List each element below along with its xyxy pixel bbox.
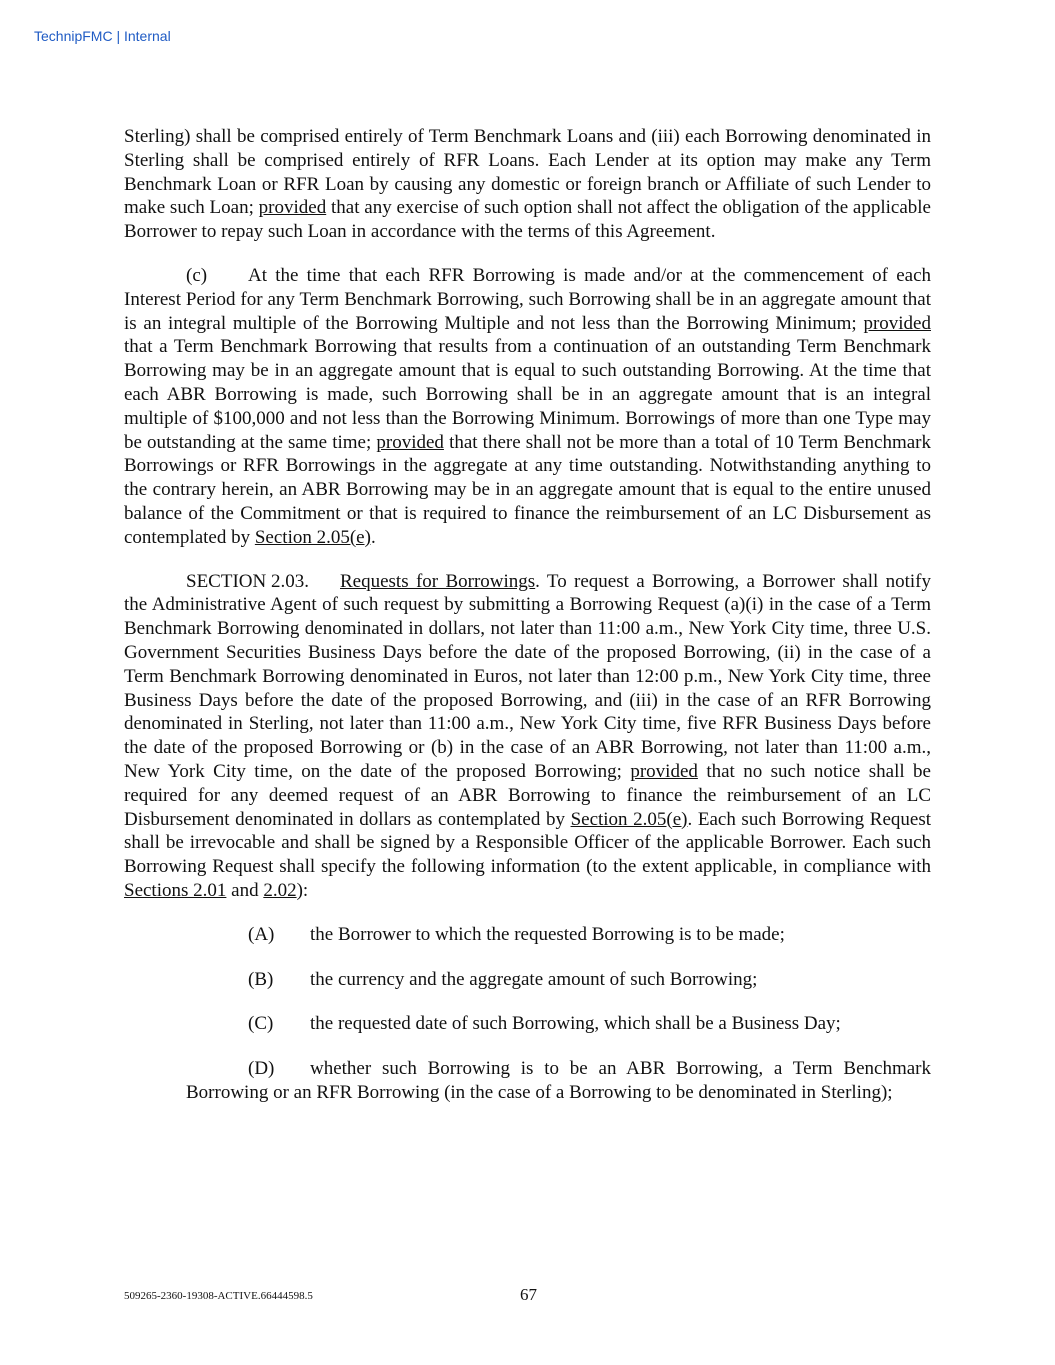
list-item-label: (B) xyxy=(248,968,274,990)
list-item-c xyxy=(248,1012,931,1036)
paragraph-c xyxy=(124,264,931,550)
list-item-text: the currency and the aggregate amount of such Borrowing; xyxy=(310,968,758,990)
list-item-text: the requested date of such Borrowing, which shall be a Business Day; xyxy=(310,1013,841,1035)
provided-term: provided xyxy=(630,760,698,782)
text: that any exercise of such option shall not affect the obligation of the applicable Borrower to repay such Loan in accordance with the terms of this Agreement. xyxy=(124,197,931,243)
text: . xyxy=(370,526,376,548)
list-item-label: (A) xyxy=(248,923,275,945)
text: At the time that each RFR Borrowing is made and/or at the commencement of each Interest Period for any Term Benchmark Borrowing, such Borrowing shall be in an aggregate amount that is an integral multiple of the Borrowing Multiple and not less than the Borrowing Minimum; xyxy=(124,264,931,334)
classification-label: TechnipFMC | Internal xyxy=(34,28,171,44)
paragraph-continuation xyxy=(124,125,931,244)
section-reference: Section 2.05(e) xyxy=(254,526,371,548)
text: that a Term Benchmark Borrowing that results from a continuation of an outstanding Term Benchmark Borrowing may be in an aggregate amount that is equal to such outstanding Borrowing. At the time that each ABR Borrowing is made, such Borrowing shall be in an aggregate amount that is an integral multiple of $100,000 and not less than the Borrowing Minimum. Borrowings of more than one Type may be outstanding at the same time; xyxy=(124,336,931,453)
text: . To request a Borrowing, a Borrower shall notify the Administrative Agent of such request by submitting a Borrowing Request (a)(i) in the case of a Term Benchmark Borrowing denominated in dollars, not later than 11:00 a.m., New York City time, three U.S. Government Securities Business Days before the date of the proposed Borrowing, (ii) in the case of a Term Benchmark Borrowing denominated in Euros, not later than 12:00 p.m., New York City time, three Business Days before the date of the proposed Borrowing, and (iii) in the case of an RFR Borrowing denominated in Sterling, not later than 11:00 a.m., New York City time, five RFR Business Days before the date of the proposed Borrowing or (b) in the case of an ABR Borrowing, not later than 11:00 a.m., New York City time, on the date of the proposed Borrowing; xyxy=(124,570,931,782)
text: ): xyxy=(296,879,309,901)
section-reference: 2.02 xyxy=(263,879,297,901)
paragraph-label: (c) xyxy=(186,264,208,286)
text: that no such notice shall be required for any deemed request of an ABR Borrowing to finance the reimbursement of an LC Disbursement denominated in dollars as contemplated by xyxy=(124,760,931,830)
list-item-label: (D) xyxy=(248,1058,275,1080)
section-number: SECTION 2.03. xyxy=(186,570,309,592)
document-body xyxy=(124,125,931,1125)
list-item-text: whether such Borrowing is to be an ABR Borrowing, a Term Benchmark Borrowing or an RFR Borrowing (in the case of a Borrowing to be denominated in Sterling); xyxy=(186,1058,931,1103)
text: and xyxy=(226,879,264,901)
list-item-b xyxy=(248,968,931,992)
document-id: 509265-2360-19308-ACTIVE.66444598.5 xyxy=(124,1290,313,1302)
provided-term: provided xyxy=(376,431,444,453)
provided-term: provided xyxy=(863,312,931,334)
section-reference: Sections 2.01 xyxy=(124,879,227,901)
text: that there shall not be more than a total of 10 Term Benchmark Borrowings or RFR Borrowings in the aggregate at any time outstanding. Notwithstanding anything to the contrary herein, an ABR Borrowing may be in an aggregate amount that is equal to the entire unused balance of the Commitment or that is required to finance the reimbursement of an LC Disbursement as contemplated by xyxy=(124,431,931,548)
text: Sterling) shall be comprised entirely of Term Benchmark Loans and (iii) each Borrowing denominated in Sterling shall be comprised entirely of RFR Loans. Each Lender at its option may make any Term Benchmark Loan or RFR Loan by causing any domestic or foreign branch or Affiliate of such Lender to make such Loan; xyxy=(124,126,931,219)
section-reference: Section 2.05(e) xyxy=(570,808,688,830)
section-2-03 xyxy=(124,570,931,903)
list-item-d xyxy=(186,1057,931,1105)
list-item-label: (C) xyxy=(248,1013,274,1035)
list-item-text: the Borrower to which the requested Borrowing is to be made; xyxy=(310,923,785,945)
page-number: 67 xyxy=(520,1285,537,1304)
list-item-a xyxy=(248,923,931,947)
provided-term: provided xyxy=(258,197,327,219)
text: . Each such Borrowing Request shall be irrevocable and shall be signed by a Responsible Officer of the applicable Borrower. Each such Borrowing Request shall specify the following information (to the extent applicable, in compliance with xyxy=(124,808,931,878)
section-title: Requests for Borrowings xyxy=(340,570,536,592)
